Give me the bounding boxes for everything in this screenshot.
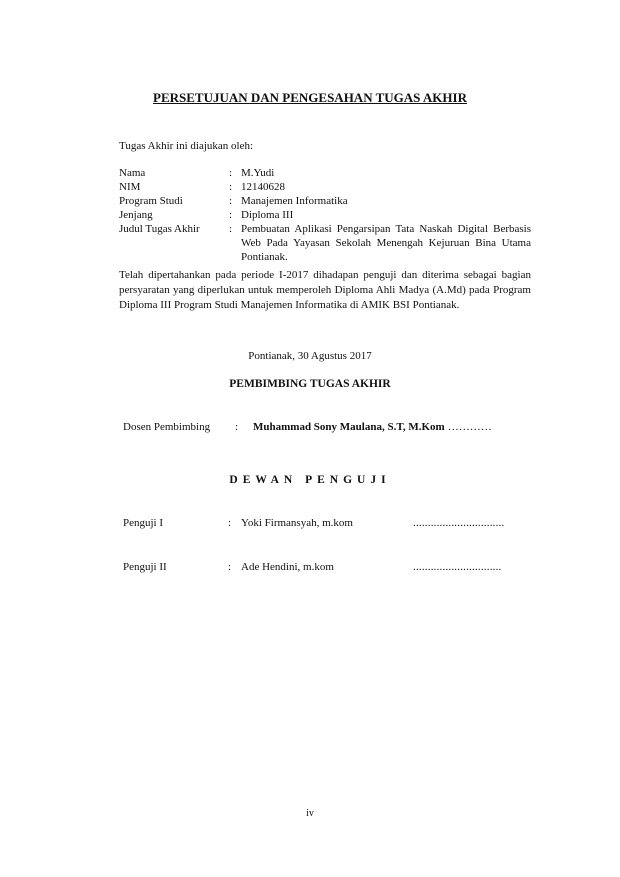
penguji-name: Yoki Firmansyah, m.kom [241,517,353,529]
pembimbing-colon: : [235,421,239,433]
info-value: Manajemen Informatika [241,195,348,207]
info-label: Jenjang [119,209,153,221]
info-row-jenjang [119,208,531,222]
info-value: Diploma III [241,209,294,221]
signature-dots: ............................... [413,517,505,529]
info-colon: : [229,167,233,179]
place-date: Pontianak, 30 Agustus 2017 [248,350,372,362]
info-colon: : [229,195,233,207]
pembimbing-heading: PEMBIMBING TUGAS AKHIR [229,378,391,390]
penguji-label: Penguji II [123,561,167,573]
signature-dots: .............................. [413,561,502,573]
info-value: 12140628 [241,181,285,193]
dewan-penguji-heading: DEWAN PENGUJI [229,474,391,486]
penguji-label: Penguji I [123,517,164,529]
info-label: Judul Tugas Akhir [119,223,200,235]
pembimbing-name: Muhammad Sony Maulana, S.T, M.Kom [253,421,445,433]
info-row-nim [119,180,531,194]
signature-dots: ………… [447,421,492,433]
approval-paragraph: Telah dipertahankan pada periode I-2017 dihadapan penguji dan diterima sebagai bagian persyaratan yang diperlukan untuk memperoleh Diploma Ahli Madya (A.Md) pada Program Diploma III Program Studi Manajemen Informatika di AMIK BSI Pontianak. [119,269,531,311]
pembimbing-signature-row [123,421,492,433]
info-row-program-studi [119,194,531,208]
info-label: NIM [119,181,141,193]
penguji-colon: : [228,517,232,529]
penguji-name: Ade Hendini, m.kom [241,561,334,573]
pembimbing-label: Dosen Pembimbing [123,421,211,433]
page-number: iv [306,808,314,819]
info-colon: : [229,181,233,193]
page-title: PERSETUJUAN DAN PENGESAHAN TUGAS AKHIR [153,90,467,105]
penguji-colon: : [228,561,232,573]
info-label: Nama [119,167,146,179]
info-colon: : [229,223,233,235]
info-value: Pembuatan Aplikasi Pengarsipan Tata Naskah Digital Berbasis Web Pada Yayasan Sekolah Menengah Kejuruan Bina Utama Pontianak. [241,223,531,263]
student-info-table [119,166,531,264]
info-colon: : [229,209,233,221]
info-value: M.Yudi [241,167,275,179]
info-row-nama [119,166,531,180]
info-row-judul [119,222,531,264]
info-label: Program Studi [119,195,183,207]
intro-text: Tugas Akhir ini diajukan oleh: [119,140,254,152]
